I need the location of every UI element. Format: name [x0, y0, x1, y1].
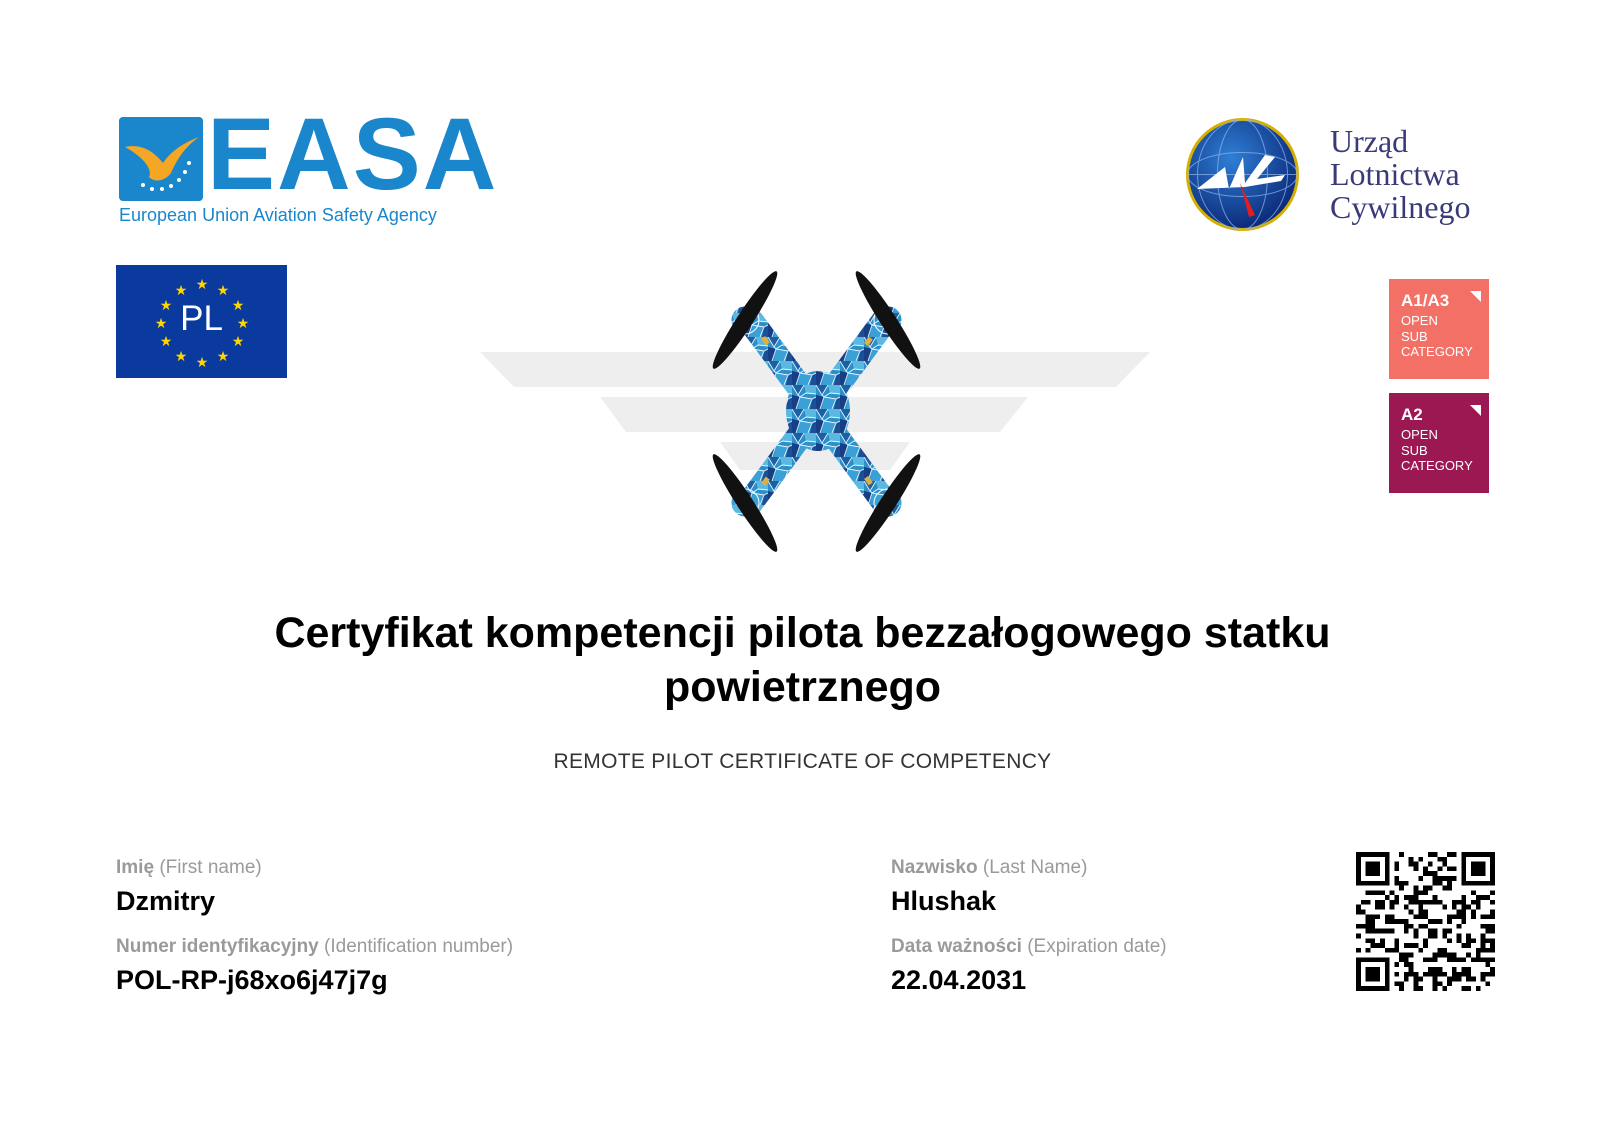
badge-line: SUB — [1401, 328, 1428, 344]
id-number-value: POL-RP-j68xo6j47j7g — [116, 965, 388, 995]
expiry-value: 22.04.2031 — [891, 965, 1027, 995]
svg-text:★: ★ — [159, 334, 173, 350]
svg-text:★: ★ — [154, 316, 168, 332]
svg-text:★: ★ — [216, 349, 230, 365]
label-en: (Last Name) — [982, 857, 1088, 878]
svg-text:★: ★ — [195, 277, 209, 293]
qr-finder-pattern — [1356, 957, 1390, 991]
first-name-value: Dzmitry — [116, 886, 216, 916]
ulc-name-line1: Urząd — [1330, 123, 1409, 159]
label-en: (First name) — [159, 857, 262, 878]
last-name-value: Hlushak — [891, 886, 997, 916]
label-pl: Nazwisko — [891, 857, 978, 878]
category-badge-a2 — [1389, 393, 1489, 493]
ulc-name-line3: Cywilnego — [1330, 189, 1471, 225]
country-code: PL — [180, 299, 223, 338]
badge-line: OPEN — [1401, 427, 1438, 442]
last-name-label — [891, 857, 1087, 879]
badge-line: OPEN — [1401, 313, 1438, 328]
title-line2: powietrznego — [663, 663, 942, 711]
easa-bird-icon — [119, 117, 203, 201]
svg-text:★: ★ — [174, 349, 188, 365]
eu-country-flag — [116, 265, 287, 378]
id-number-label — [116, 936, 513, 958]
easa-logo — [119, 97, 499, 232]
svg-text:★: ★ — [231, 298, 245, 314]
corner-triangle-icon — [1470, 291, 1481, 302]
badge-description — [1401, 427, 1487, 474]
certificate-subtitle: REMOTE PILOT CERTIFICATE OF COMPETENCY — [553, 750, 1052, 773]
ulc-name-line2: Lotnictwa — [1330, 156, 1460, 192]
drone-icon — [480, 265, 1180, 575]
badge-line: CATEGORY — [1401, 458, 1473, 473]
badge-line: CATEGORY — [1401, 344, 1473, 359]
ulc-name — [1330, 125, 1470, 224]
qr-code[interactable] — [1356, 852, 1495, 991]
first-name-label — [116, 857, 262, 879]
svg-text:★: ★ — [236, 316, 250, 332]
svg-text:★: ★ — [216, 283, 230, 299]
ulc-globe-icon — [1185, 117, 1300, 232]
badge-code: A1/A3 — [1401, 291, 1450, 310]
qr-finder-pattern — [1356, 852, 1390, 886]
ulc-logo — [1185, 117, 1505, 232]
easa-subtitle: European Union Aviation Safety Agency — [119, 205, 437, 225]
label-pl: Imię — [116, 857, 155, 878]
certificate-title — [200, 606, 1405, 714]
expiry-label — [891, 936, 1167, 958]
badge-line: SUB — [1401, 442, 1428, 458]
label-pl: Numer identyfikacyjny — [116, 936, 319, 957]
title-line1: Certyfikat kompetencji pilota bezzałogowego statku — [274, 609, 1331, 657]
svg-text:★: ★ — [174, 283, 188, 299]
qr-finder-pattern — [1461, 852, 1495, 886]
easa-wordmark: EASA — [207, 97, 499, 211]
corner-triangle-icon — [1470, 405, 1481, 416]
badge-description — [1401, 313, 1487, 360]
label-en: (Identification number) — [324, 936, 514, 957]
label-en: (Expiration date) — [1027, 936, 1167, 957]
badge-code: A2 — [1401, 405, 1423, 424]
svg-text:★: ★ — [231, 334, 245, 350]
svg-text:★: ★ — [159, 298, 173, 314]
label-pl: Data ważności — [891, 936, 1022, 957]
category-badge-a1a3 — [1389, 279, 1489, 379]
svg-text:★: ★ — [195, 355, 209, 371]
